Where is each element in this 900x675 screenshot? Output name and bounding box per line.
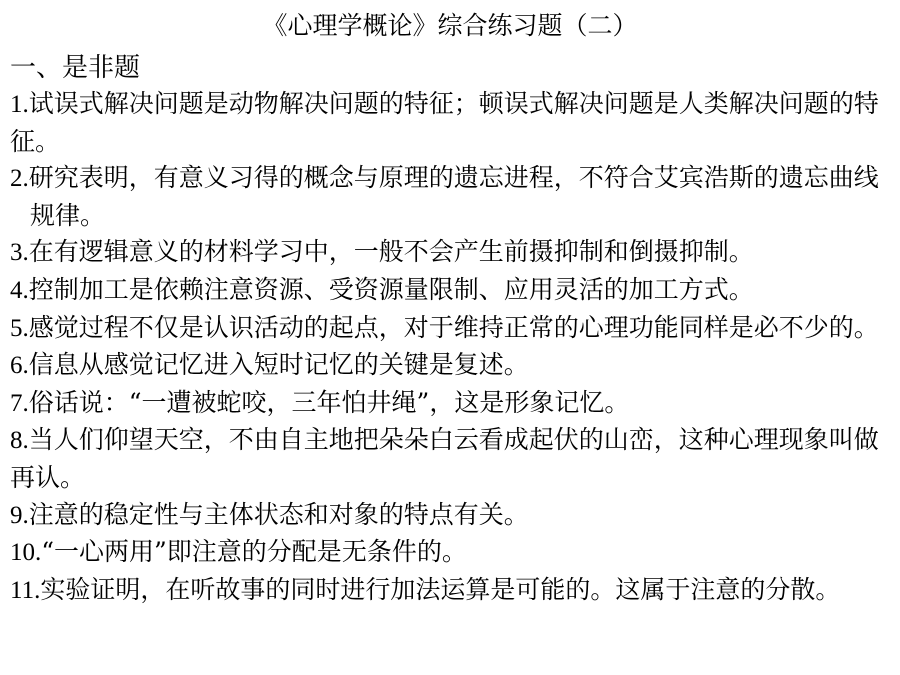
question-number: 9.: [10, 501, 29, 529]
question-text: “一心两用”即注意的分配是无条件的。: [41, 537, 467, 567]
question-number: 7.: [10, 389, 29, 417]
question-text: 实验证明，在听故事的同时进行加法运算是可能的。这属于注意的分散。: [40, 574, 841, 604]
question-text: 研究表明，有意义习得的概念与原理的遗忘进程，不符合艾宾浩斯的遗忘曲线规律。: [28, 163, 879, 230]
question-text: 控制加工是依赖注意资源、受资源量限制、应用灵活的加工方式。: [28, 274, 754, 304]
question-list: [10, 86, 895, 609]
question-number: 4.: [10, 276, 29, 304]
question-item: [10, 86, 895, 160]
question-item: [10, 497, 895, 535]
question-item: [10, 347, 895, 385]
question-text: 在有逻辑意义的材料学习中，一般不会产生前摄抑制和倒摄抑制。: [28, 237, 754, 267]
question-item: [10, 160, 895, 234]
question-item: [10, 385, 895, 423]
question-item: [10, 234, 895, 272]
question-item: [10, 310, 895, 348]
question-text: 感觉过程不仅是认识活动的起点，对于维持正常的心理功能同样是必不少的。: [28, 312, 879, 342]
question-number: 10.: [10, 539, 42, 567]
question-text: 俗话说：“一遭被蛇咬，三年怕井绳”，这是形象记忆。: [28, 387, 630, 417]
question-number: 3.: [10, 239, 29, 267]
question-item: [10, 272, 895, 310]
question-item: [10, 422, 895, 496]
section-heading: 一、是非题: [10, 53, 141, 83]
question-number: 8.: [10, 427, 29, 455]
question-text: 当人们仰望天空，不由自主地把朵朵白云看成起伏的山峦，这种心理现象叫做再认。: [10, 425, 879, 492]
question-number: 6.: [10, 352, 29, 380]
question-text: 信息从感觉记忆进入短时记忆的关键是复述。: [28, 350, 529, 380]
question-item: [10, 572, 895, 610]
question-item: [10, 534, 895, 572]
question-text: 试误式解决问题是动物解决问题的特征；顿误式解决问题是人类解决问题的特征。: [10, 89, 879, 156]
question-number: 11.: [10, 576, 41, 604]
question-text: 注意的稳定性与主体状态和对象的特点有关。: [28, 499, 529, 529]
question-number: 2.: [10, 165, 29, 193]
document-title: 《心理学概论》综合练习题（二）: [262, 11, 638, 40]
question-number: 5.: [10, 314, 29, 342]
question-number: 1.: [10, 91, 29, 118]
